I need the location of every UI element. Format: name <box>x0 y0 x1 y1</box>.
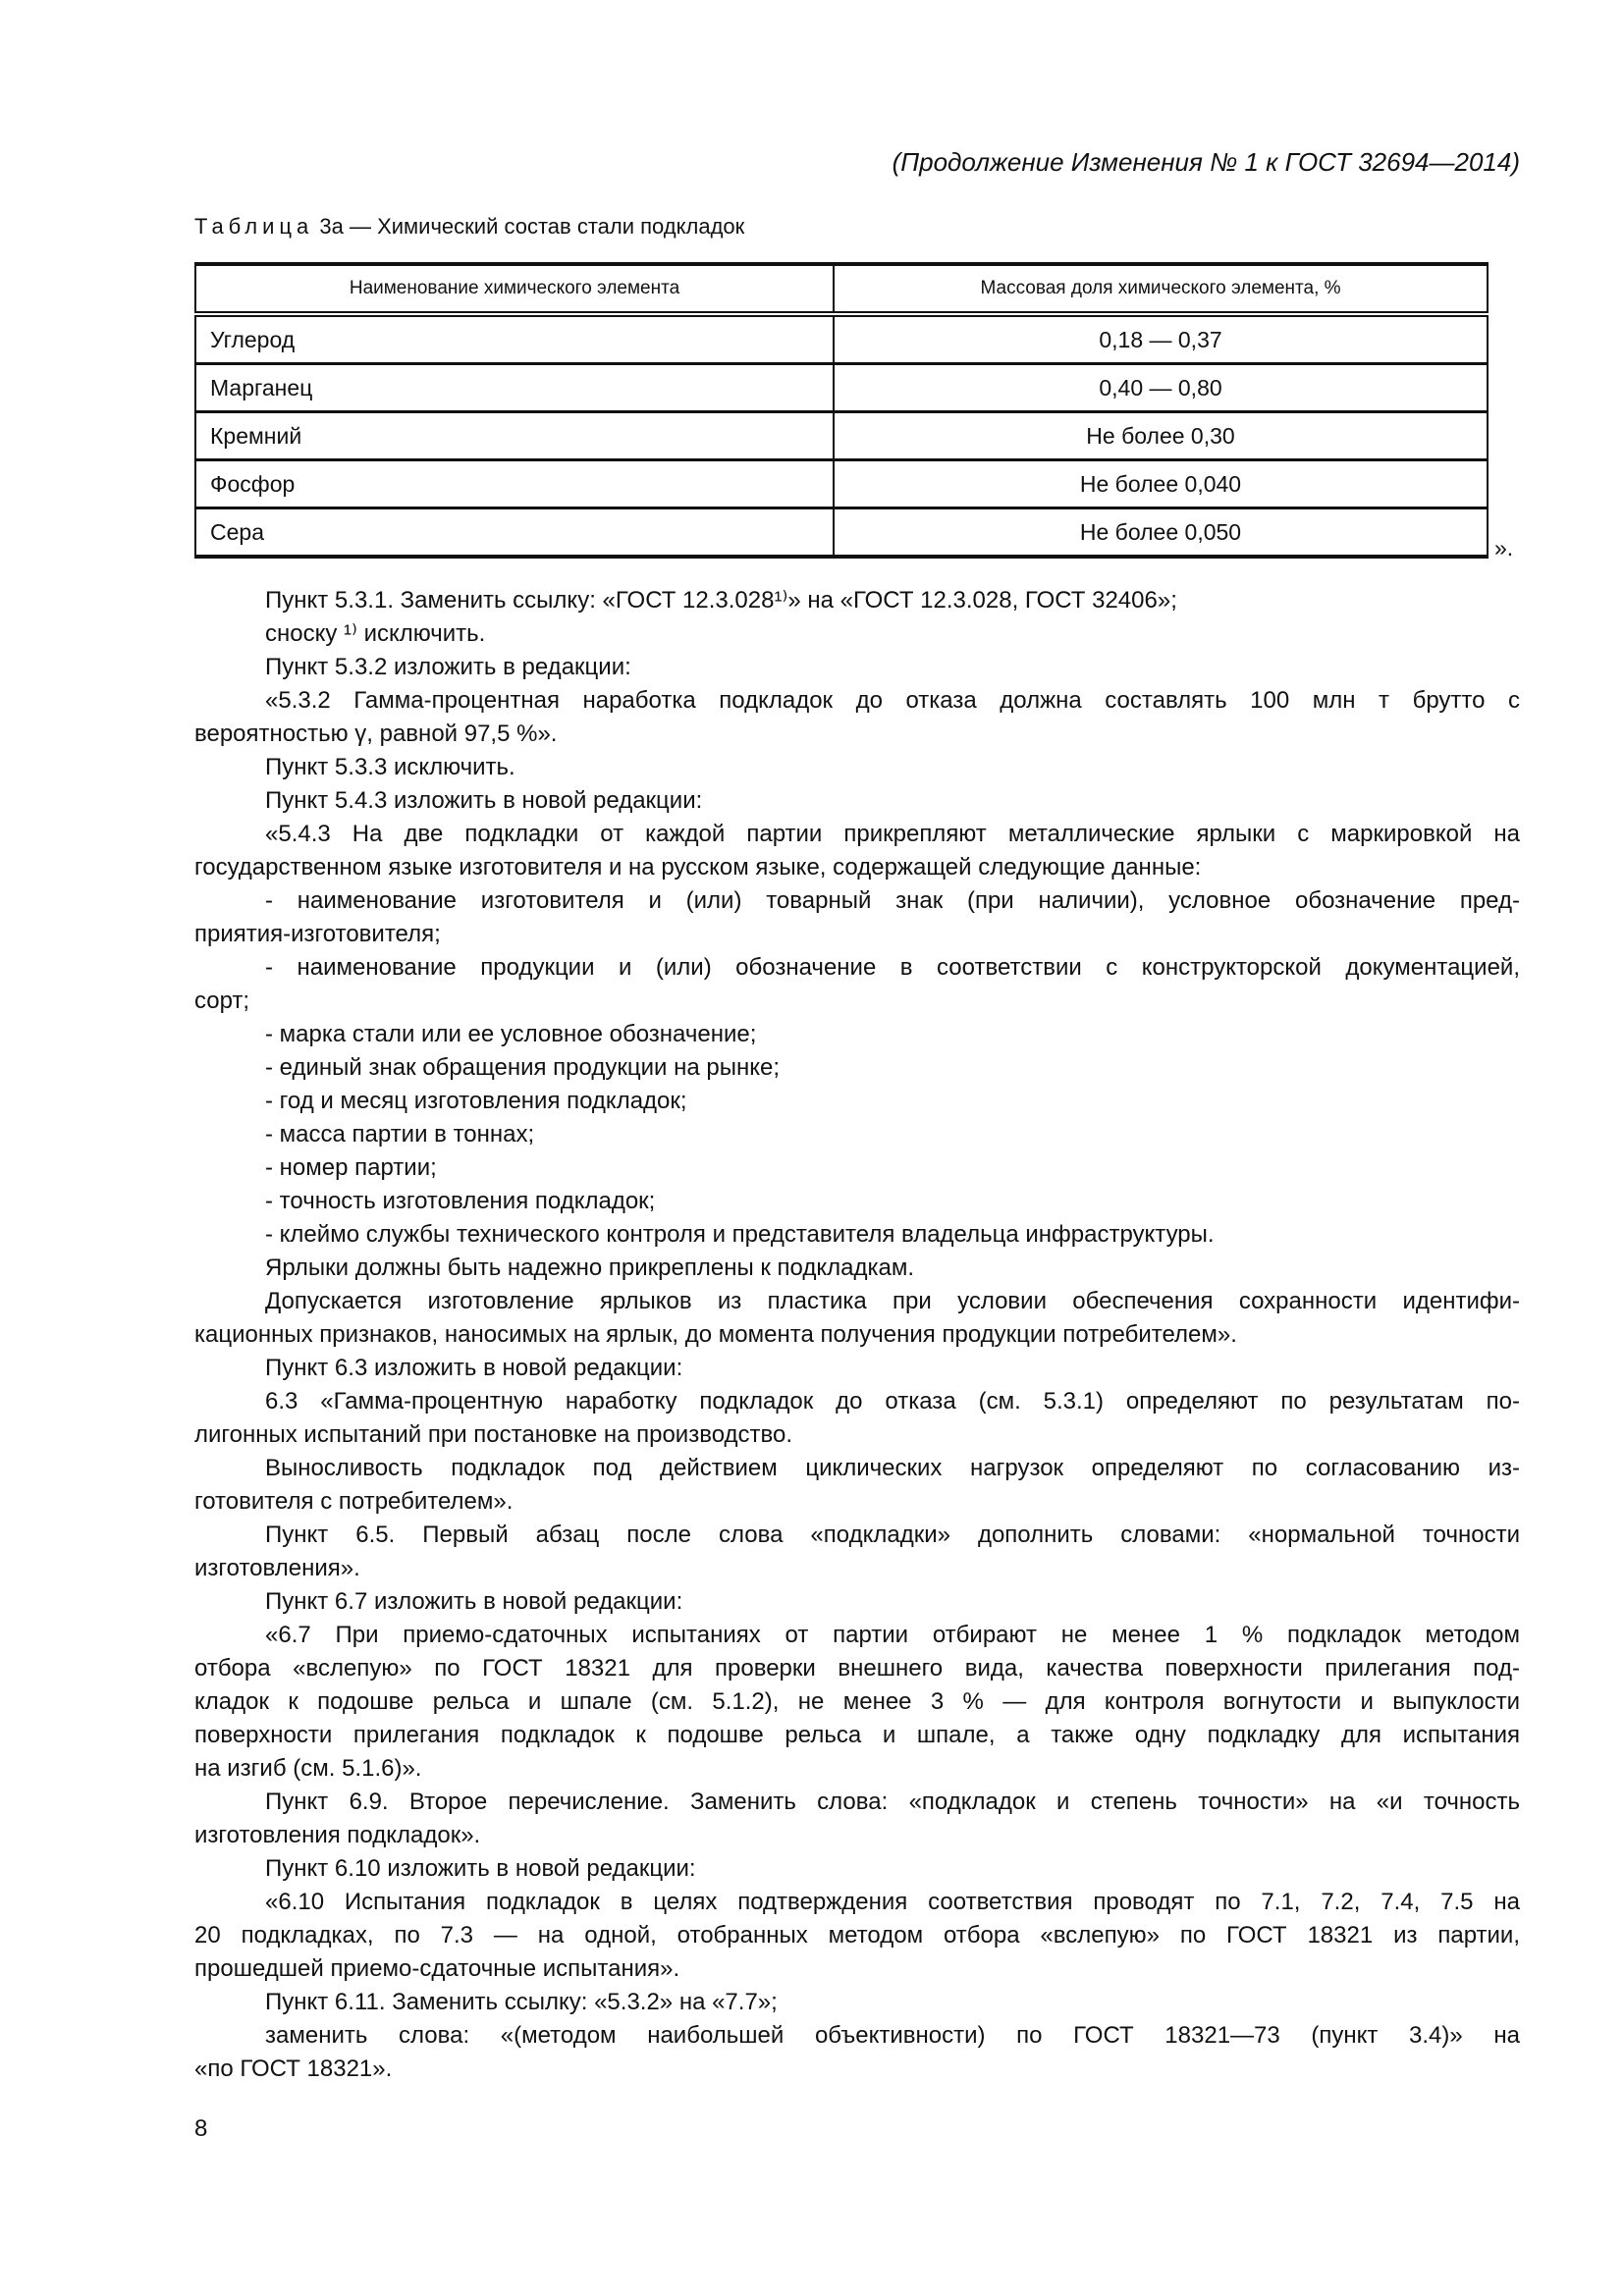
table-header-row <box>195 264 1488 314</box>
table-caption <box>194 214 744 240</box>
table-row <box>195 314 1488 364</box>
mass-fraction: Не более 0,050 <box>834 508 1488 558</box>
table-caption-text: 3а — Химический состав стали подкладок <box>319 214 745 239</box>
text-line: - масса партии в тоннах; <box>265 1121 535 1148</box>
text-line: 6.3 «Гамма-процентную наработку подкладок до отказа (см. 5.3.1) определяют по результатам по- <box>265 1388 1520 1415</box>
text-line: государственном языке изготовителя и на русском языке, содержащей следующие данные: <box>194 854 1202 881</box>
mass-fraction: 0,40 — 0,80 <box>834 364 1488 412</box>
text-line: Пункт 6.7 изложить в новой редакции: <box>265 1588 683 1615</box>
text-line: Ярлыки должны быть надежно прикреплены к подкладкам. <box>265 1255 915 1281</box>
text-line: Пункт 5.3.1. Заменить ссылку: «ГОСТ 12.3.028¹⁾» на «ГОСТ 12.3.028, ГОСТ 32406»; <box>265 587 1177 614</box>
text-line: Пункт 5.3.3 исключить. <box>265 754 515 780</box>
text-line: - номер партии; <box>265 1154 437 1181</box>
text-line: поверхности прилегания подкладок к подошве рельса и шпале, а также одну подкладку для испытания <box>194 1722 1520 1748</box>
text-line: отбора «вслепую» по ГОСТ 18321 для проверки внешнего вида, качества поверхности прилегания под- <box>194 1655 1520 1682</box>
table-row <box>195 508 1488 558</box>
text-line: заменить слова: «(методом наибольшей объективности) по ГОСТ 18321—73 (пункт 3.4)» на <box>265 2022 1520 2049</box>
text-line: Допускается изготовление ярлыков из пластика при условии обеспечения сохранности идентифи- <box>265 1288 1520 1314</box>
text-line: - точность изготовления подкладок; <box>265 1188 656 1214</box>
text-line: Пункт 6.3 изложить в новой редакции: <box>265 1355 683 1381</box>
table-row <box>195 460 1488 508</box>
mass-fraction: Не более 0,040 <box>834 460 1488 508</box>
text-line: «5.3.2 Гамма-процентная наработка подкладок до отказа должна составлять 100 млн т брутто с <box>265 687 1520 714</box>
running-header: (Продолжение Изменения № 1 к ГОСТ 32694—2014) <box>892 147 1520 177</box>
mass-fraction: Не более 0,30 <box>834 412 1488 460</box>
text-line: Пункт 5.3.2 изложить в редакции: <box>265 654 631 680</box>
text-line: сорт; <box>194 988 250 1014</box>
text-line: - марка стали или ее условное обозначение; <box>265 1021 757 1047</box>
table-caption-prefix: Таблица <box>194 214 314 239</box>
table-row <box>195 364 1488 412</box>
text-line: «6.7 При приемо-сдаточных испытаниях от партии отбирают не менее 1 % подкладок методом <box>265 1622 1520 1648</box>
text-line: изготовления подкладок». <box>194 1822 481 1848</box>
text-line: «по ГОСТ 18321». <box>194 2056 393 2082</box>
text-line: «5.4.3 На две подкладки от каждой партии прикрепляют металлические ярлыки с маркировкой на <box>265 821 1520 847</box>
text-line: вероятностью γ, равной 97,5 %». <box>194 721 558 747</box>
table-closing-quote: ». <box>1494 535 1514 561</box>
table-row <box>195 412 1488 460</box>
text-line: 20 подкладках, по 7.3 — на одной, отобранных методом отбора «вслепую» по ГОСТ 18321 из партии, <box>194 1922 1520 1949</box>
column-header: Наименование химического элемента <box>195 264 834 314</box>
text-line: кационных признаков, наносимых на ярлык, до момента получения продукции потребителем». <box>194 1321 1237 1348</box>
text-line: Выносливость подкладок под действием циклических нагрузок определяют по согласованию из- <box>265 1455 1520 1481</box>
text-line: - наименование продукции и (или) обозначение в соответствии с конструкторской документацией, <box>265 954 1520 981</box>
column-header: Массовая доля химического элемента, % <box>834 264 1488 314</box>
text-line: Пункт 5.4.3 изложить в новой редакции: <box>265 787 703 814</box>
page-number: 8 <box>194 2115 208 2142</box>
text-line: приятия-изготовителя; <box>194 921 441 947</box>
text-line: - год и месяц изготовления подкладок; <box>265 1088 687 1114</box>
text-line: готовителя с потребителем». <box>194 1488 514 1515</box>
text-line: - наименование изготовителя и (или) товарный знак (при наличии), условное обозначение пред- <box>265 887 1520 914</box>
text-line: прошедшей приемо-сдаточные испытания». <box>194 1955 680 1982</box>
body-text <box>194 584 1520 2086</box>
element-name: Сера <box>195 508 834 558</box>
text-line: «6.10 Испытания подкладок в целях подтверждения соответствия проводят по 7.1, 7.2, 7.4, 7.5 на <box>265 1889 1520 1915</box>
text-line: Пункт 6.10 изложить в новой редакции: <box>265 1855 696 1882</box>
element-name: Углерод <box>195 314 834 364</box>
text-line: Пункт 6.11. Заменить ссылку: «5.3.2» на «7.7»; <box>265 1989 778 2015</box>
mass-fraction: 0,18 — 0,37 <box>834 314 1488 364</box>
text-line: кладок к подошве рельса и шпале (см. 5.1.2), не менее 3 % — для контроля вогнутости и выпуклости <box>194 1688 1520 1715</box>
element-name: Фосфор <box>195 460 834 508</box>
text-line: - единый знак обращения продукции на рынке; <box>265 1054 780 1081</box>
chemical-composition-table <box>194 262 1489 559</box>
text-line: изготовления». <box>194 1555 360 1581</box>
text-line: сноску ¹⁾ исключить. <box>265 620 486 647</box>
element-name: Марганец <box>195 364 834 412</box>
text-line: - клеймо службы технического контроля и представителя владельца инфраструктуры. <box>265 1221 1215 1248</box>
text-line: Пункт 6.9. Второе перечисление. Заменить слова: «подкладок и степень точности» на «и точность <box>265 1789 1520 1815</box>
text-line: лигонных испытаний при постановке на производство. <box>194 1421 792 1448</box>
text-line: Пункт 6.5. Первый абзац после слова «подкладки» дополнить словами: «нормальной точности <box>265 1522 1520 1548</box>
text-line: на изгиб (см. 5.1.6)». <box>194 1755 422 1782</box>
element-name: Кремний <box>195 412 834 460</box>
